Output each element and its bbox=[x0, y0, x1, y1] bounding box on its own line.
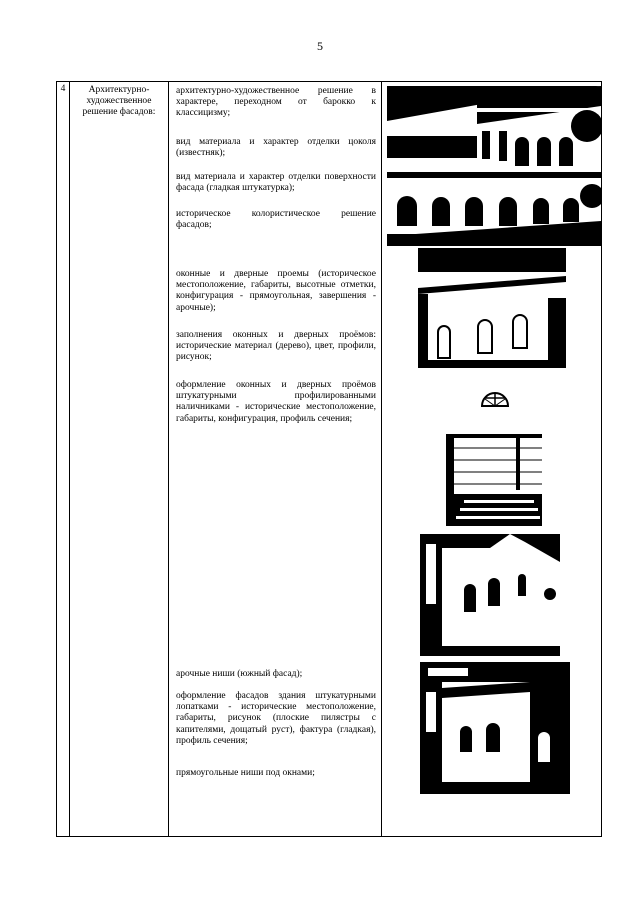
corner-facade-photo bbox=[420, 534, 560, 656]
description-item: арочные ниши (южный фасад); bbox=[176, 669, 303, 679]
building-corner-photo bbox=[420, 662, 570, 794]
photos-column bbox=[382, 82, 602, 837]
row-number: 4 bbox=[57, 82, 70, 837]
description-item: заполнения оконных и дверных проёмов: исторические материал (дерево), цвет, профили, рисунок; bbox=[176, 330, 376, 363]
description-item: оконные и дверные проемы (историческое местоположение, габариты, высотные отметки, конфигурация - прямоугольная, завершения - арочные); bbox=[176, 269, 376, 313]
description-item: историческое колористическое решение фасадов; bbox=[176, 209, 376, 231]
row-description bbox=[169, 82, 382, 837]
description-item: вид материала и характер отделки поверхности фасада (гладкая штукатурка); bbox=[176, 172, 376, 194]
features-table bbox=[56, 81, 602, 837]
description-item: архитектурно-художественное решение в характере, переходном от барокко к классицизму; bbox=[176, 86, 376, 119]
table-row bbox=[57, 82, 602, 837]
steps-photo bbox=[446, 434, 542, 526]
page-number: 5 bbox=[317, 39, 323, 53]
description-item: оформление оконных и дверных проёмов штукатурными профилированными наличниками - исторические местоположение, габариты, конфигурация, профиль сечения; bbox=[176, 380, 376, 424]
facade-photo bbox=[387, 86, 601, 246]
description-item: прямоугольные ниши под окнами; bbox=[176, 768, 315, 778]
description-item: оформление фасадов здания штукатурными лопатками - исторические местоположение, габариты, рисунок (плоские пилястры с капителями, дощатый руст), фактура (гладкая), профиль сечения; bbox=[176, 691, 376, 746]
description-item: вид материала и характер отделки цоколя (известняк); bbox=[176, 137, 376, 159]
arched-windows-photo bbox=[418, 248, 566, 368]
semicircle-window-photo bbox=[480, 389, 510, 407]
row-name: Архитектурно-художественное решение фасадов: bbox=[70, 82, 169, 837]
